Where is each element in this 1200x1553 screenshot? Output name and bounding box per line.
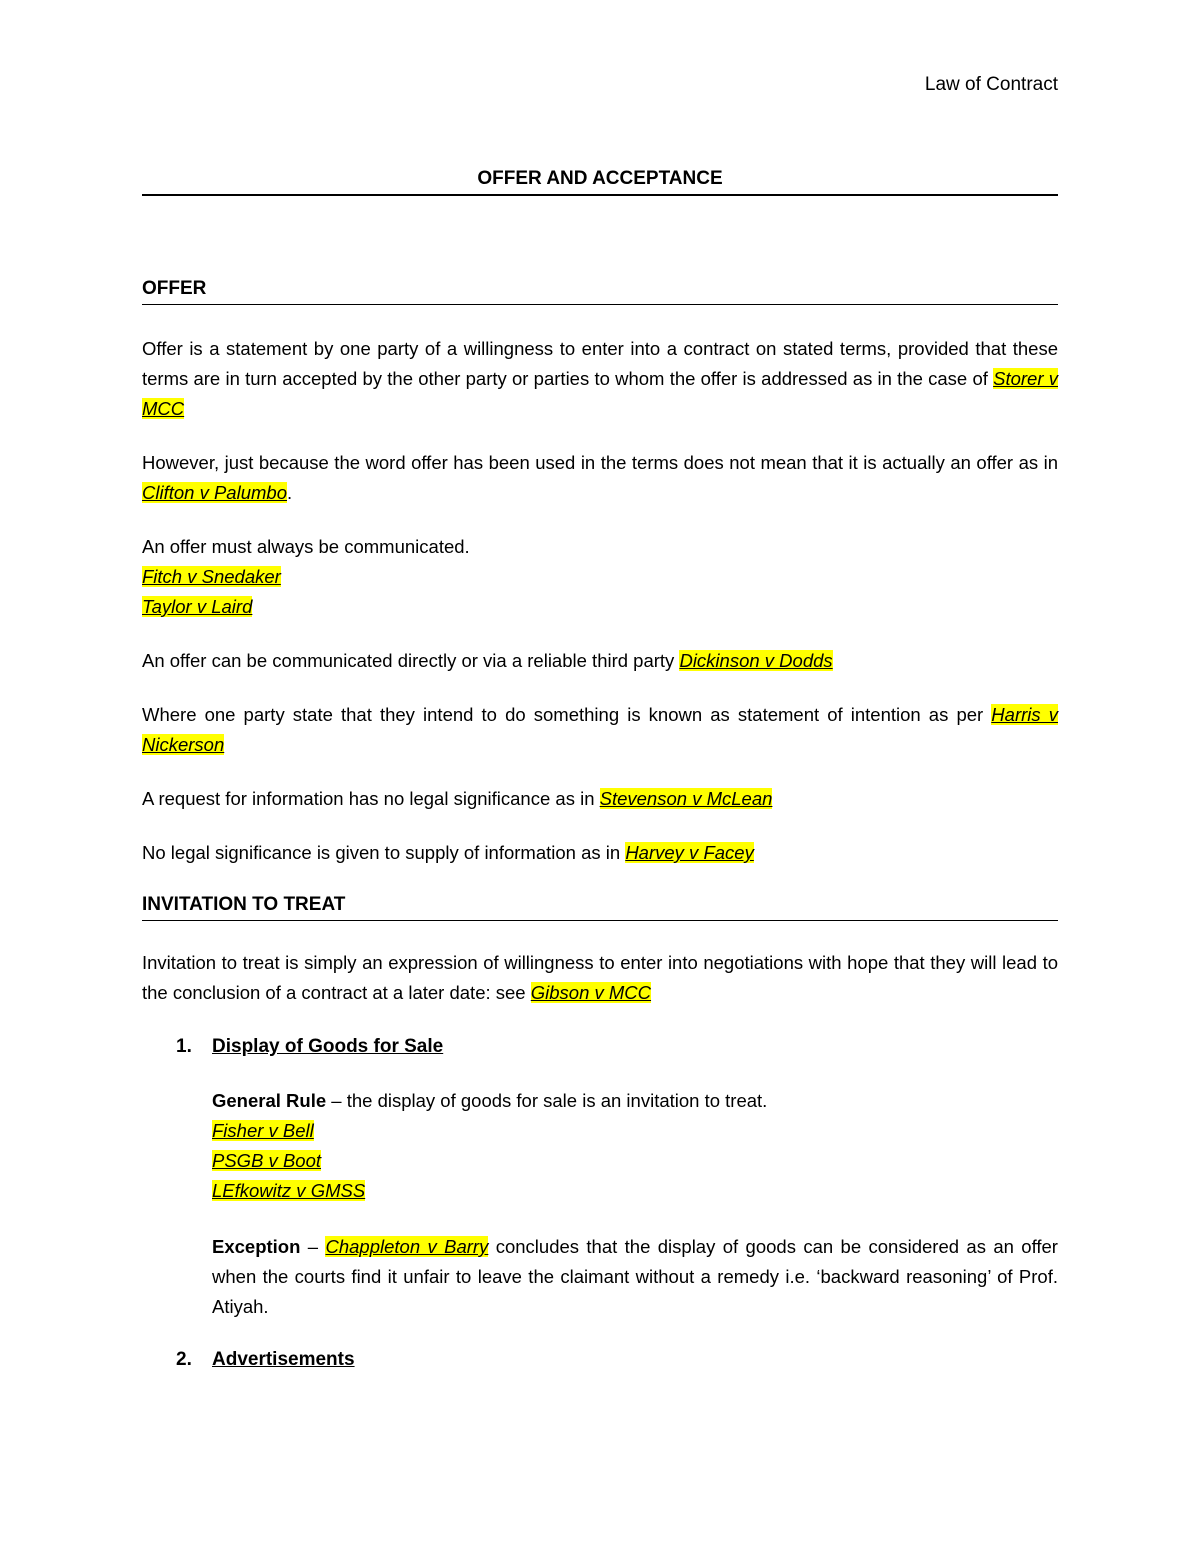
paragraph-text: Where one party state that they intend to do something is known as statement of intention as per: [142, 704, 992, 725]
offer-paragraph-2: [142, 448, 1058, 508]
list-number-2: 2.: [176, 1349, 192, 1370]
offer-paragraph-6: [142, 784, 1058, 814]
case-stevenson-v-mclean[interactable]: Stevenson v McLean: [599, 788, 773, 809]
running-header: Law of Contract: [924, 74, 1058, 95]
case-chappleton-v-barry[interactable]: Chappleton v Barry: [325, 1236, 489, 1257]
general-rule-label: General Rule: [212, 1090, 327, 1111]
itt-paragraph-1: [142, 948, 1058, 1008]
paragraph-text: A request for information has no legal significance as in: [142, 788, 600, 809]
case-psgb-v-boot[interactable]: PSGB v Boot: [212, 1150, 321, 1171]
paragraph-text: However, just because the word offer has been used in the terms does not mean that it is actually an offer as in: [142, 452, 1058, 473]
general-rule-block: [212, 1086, 1058, 1206]
paragraph-text: .: [286, 482, 293, 503]
paragraph-text: An offer can be communicated directly or via a reliable third party: [142, 650, 680, 671]
case-storer-v-mcc[interactable]: Storer v MCC: [142, 368, 1058, 419]
subheading-display-of-goods: Display of Goods for Sale: [212, 1036, 444, 1057]
offer-paragraph-4: [142, 646, 1058, 676]
paragraph-text: No legal significance is given to supply of information as in: [142, 842, 626, 863]
list-number-1: 1.: [176, 1036, 192, 1057]
paragraph-text: An offer must always be communicated.: [142, 536, 470, 557]
case-taylor-v-laird[interactable]: Taylor v Laird: [142, 596, 253, 617]
case-harris-v-nickerson[interactable]: Harris v Nickerson: [142, 704, 1058, 755]
page-title: OFFER AND ACCEPTANCE: [477, 168, 723, 189]
offer-paragraph-1: [142, 334, 1058, 424]
exception-label: Exception: [212, 1236, 301, 1257]
paragraph-text: Offer is a statement by one party of a willingness to enter into a contract on stated terms, provided that these terms are in turn accepted by the other party or parties to whom the offer is addressed as in the case of: [142, 338, 1058, 389]
subheading-advertisements: Advertisements: [212, 1349, 355, 1370]
paragraph-text: concludes that the display of goods can be considered as an offer when the courts find it unfair to leave the claimant without a remedy i.e. ‘backward reasoning’ of Prof. Atiyah.: [212, 1236, 1058, 1317]
title-block: [142, 168, 1058, 196]
heading-offer: OFFER: [142, 278, 1058, 305]
case-dickinson-v-dodds[interactable]: Dickinson v Dodds: [679, 650, 833, 671]
offer-paragraph-3: [142, 532, 1058, 622]
case-harvey-v-facey[interactable]: Harvey v Facey: [625, 842, 754, 863]
exception-paragraph: [212, 1232, 1058, 1322]
case-clifton-v-palumbo[interactable]: Clifton v Palumbo: [142, 482, 287, 503]
case-gibson-v-mcc[interactable]: Gibson v MCC: [530, 982, 652, 1003]
paragraph-text: –: [300, 1236, 326, 1257]
paragraph-text: Invitation to treat is simply an expression of willingness to enter into negotiations with hope that they will lead to the conclusion of a contract at a later date: see: [142, 952, 1058, 1003]
offer-paragraph-7: [142, 838, 1058, 868]
case-fisher-v-bell[interactable]: Fisher v Bell: [212, 1120, 314, 1141]
heading-invitation-to-treat: INVITATION TO TREAT: [142, 894, 1058, 921]
case-fitch-v-snedaker[interactable]: Fitch v Snedaker: [142, 566, 281, 587]
paragraph-text: – the display of goods for sale is an invitation to treat.: [326, 1090, 768, 1111]
offer-paragraph-5: [142, 700, 1058, 760]
case-lefkowitz-v-gmss[interactable]: LEfkowitz v GMSS: [212, 1180, 366, 1201]
